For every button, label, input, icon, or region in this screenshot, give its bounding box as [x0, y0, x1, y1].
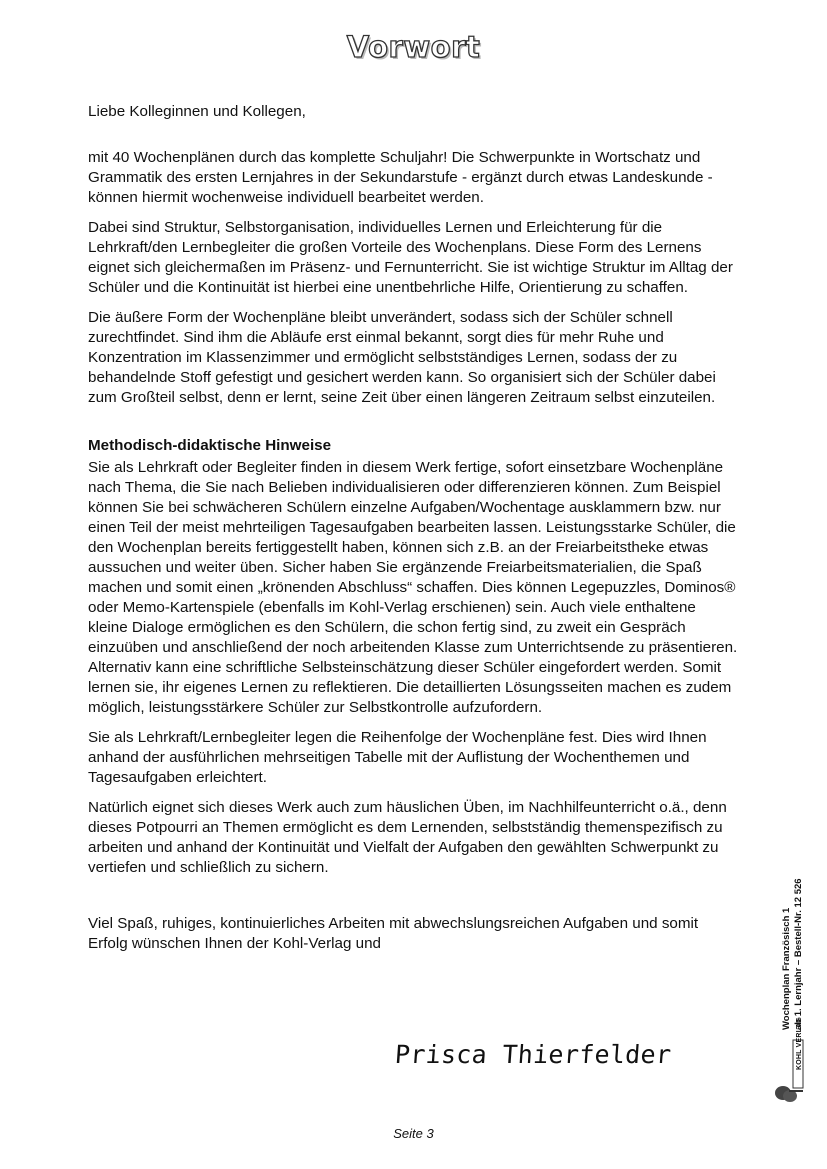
- section-paragraph-3: Natürlich eignet sich dieses Werk auch zum häuslichen Üben, im Nachhilfeunterricht o.ä., denn dieses Potpourri an Themen ermöglicht es dem Lernenden, selbstständig themenspezifisch zu arbeiten und anhand der Kontinuität und Vielfalt der Aufgaben den gewählten Schwerpunkt zu vertiefen und schließlich zu sichern.: [88, 799, 727, 876]
- main-content: [88, 102, 738, 954]
- closing-text: Viel Spaß, ruhiges, kontinuierliches Arbeiten mit abwechslungsreichen Aufgaben und somit Erfolg wünschen Ihnen der Kohl-Verlag und: [88, 915, 699, 952]
- intro-paragraph-1: mit 40 Wochenplänen durch das komplette Schuljahr! Die Schwerpunkte in Wortschatz und Grammatik des ersten Lernjahres in der Sekundarstufe - ergänzt durch etwas Landeskunde - können hiermit wochenweise individuell bearbeitet werden.: [88, 149, 713, 206]
- intro-paragraph-2: Dabei sind Struktur, Selbstorganisation, individuelles Lernen und Erleichterung für die Lehrkraft/den Lernbegleiter die großen Vorteile des Wochenplans. Diese Form des Lernens eignet sich gleichermaßen im Präsenz- und Fernunterricht. Sie ist wichtige Struktur im Alltag der Schüler und die Kontinuität ist hierbei eine unentbehrliche Hilfe, Orientierung zu schaffen.: [88, 219, 733, 296]
- side-label-order: ab 1. Lernjahr – Bestell-Nr. 12 526: [793, 878, 804, 1030]
- page-number: Seite 3: [393, 1126, 434, 1141]
- intro-paragraph-3: Die äußere Form der Wochenpläne bleibt unverändert, sodass sich der Schüler schnell zurechtfindet. Sind ihm die Abläufe erst einmal bekannt, sorgt dies für mehr Ruhe und Konzentration im Klassenzimmer und ermöglicht selbstständiges Lernen, sodass der zu behandelnde Stoff gefestigt und gesichert werden kann. So organisiert sich der Schüler dabei zum Großteil selbst, denn er lernt, seine Zeit über einen längeren Zeitraum selbst einzuteilen.: [88, 309, 716, 406]
- section-heading: Methodisch-didaktische Hinweise: [88, 437, 332, 454]
- section-paragraph-2: Sie als Lehrkraft/Lernbegleiter legen die Reihenfolge der Wochenpläne fest. Dies wird Ihnen anhand der ausführlichen mehrseitigen Tabelle mit der Auflistung der Wochenthemen und Tagesaufgaben erleichtert.: [88, 729, 707, 786]
- side-book-label: [781, 860, 805, 1030]
- publisher-logo-text: KOHL VERLAG: [796, 1016, 803, 1070]
- side-label-title: Wochenplan Französisch 1: [781, 907, 792, 1030]
- greeting: Liebe Kolleginnen und Kollegen,: [88, 103, 306, 120]
- page-title: Vorwort: [346, 30, 481, 64]
- signature: Prisca Thierfelder: [393, 1040, 673, 1069]
- section-paragraph-1: Sie als Lehrkraft oder Begleiter finden in diesem Werk fertige, sofort einsetzbare Wochenpläne nach Thema, die Sie nach Belieben individualisieren oder differenzieren können. Zum Beispiel können Sie bei schwächeren Schülern einzelne Aufgaben/Wochentage ausklammern bzw. nur einen Teil der meist mehrteiligen Tagesaufgaben bearbeiten lassen. Leistungsstarke Schüler, die den Wochenplan bereits fertiggestellt haben, können sich z.B. an der Freiarbeitstheke etwas aussuchen und weiter üben. Sicher haben Sie ergänzende Freiarbeitsmaterialien, die Spaß machen und somit einen „krönenden Abschluss“ schaffen. Dies können Legepuzzles, Dominos® oder Memo-Kartenspiele (ebenfalls im Kohl-Verlag erschienen) sein. Auch viele enthaltene kleine Dialoge ermöglichen es den Schülern, die schon fertig sind, zu zweit ein Gespräch einzuüben und anschließend der noch arbeitenden Klasse zum Unterrichtsende zu präsentieren. Alternativ kann eine schriftliche Selbsteinschätzung dieser Schüler eingefordert werden. Somit lernen sie, ihr eigenes Lernen zu reflektieren. Die detaillierten Lösungsseiten machen es zudem möglich, leistungsstärkere Schüler zur Selbstkontrolle aufzufordern.: [88, 459, 738, 716]
